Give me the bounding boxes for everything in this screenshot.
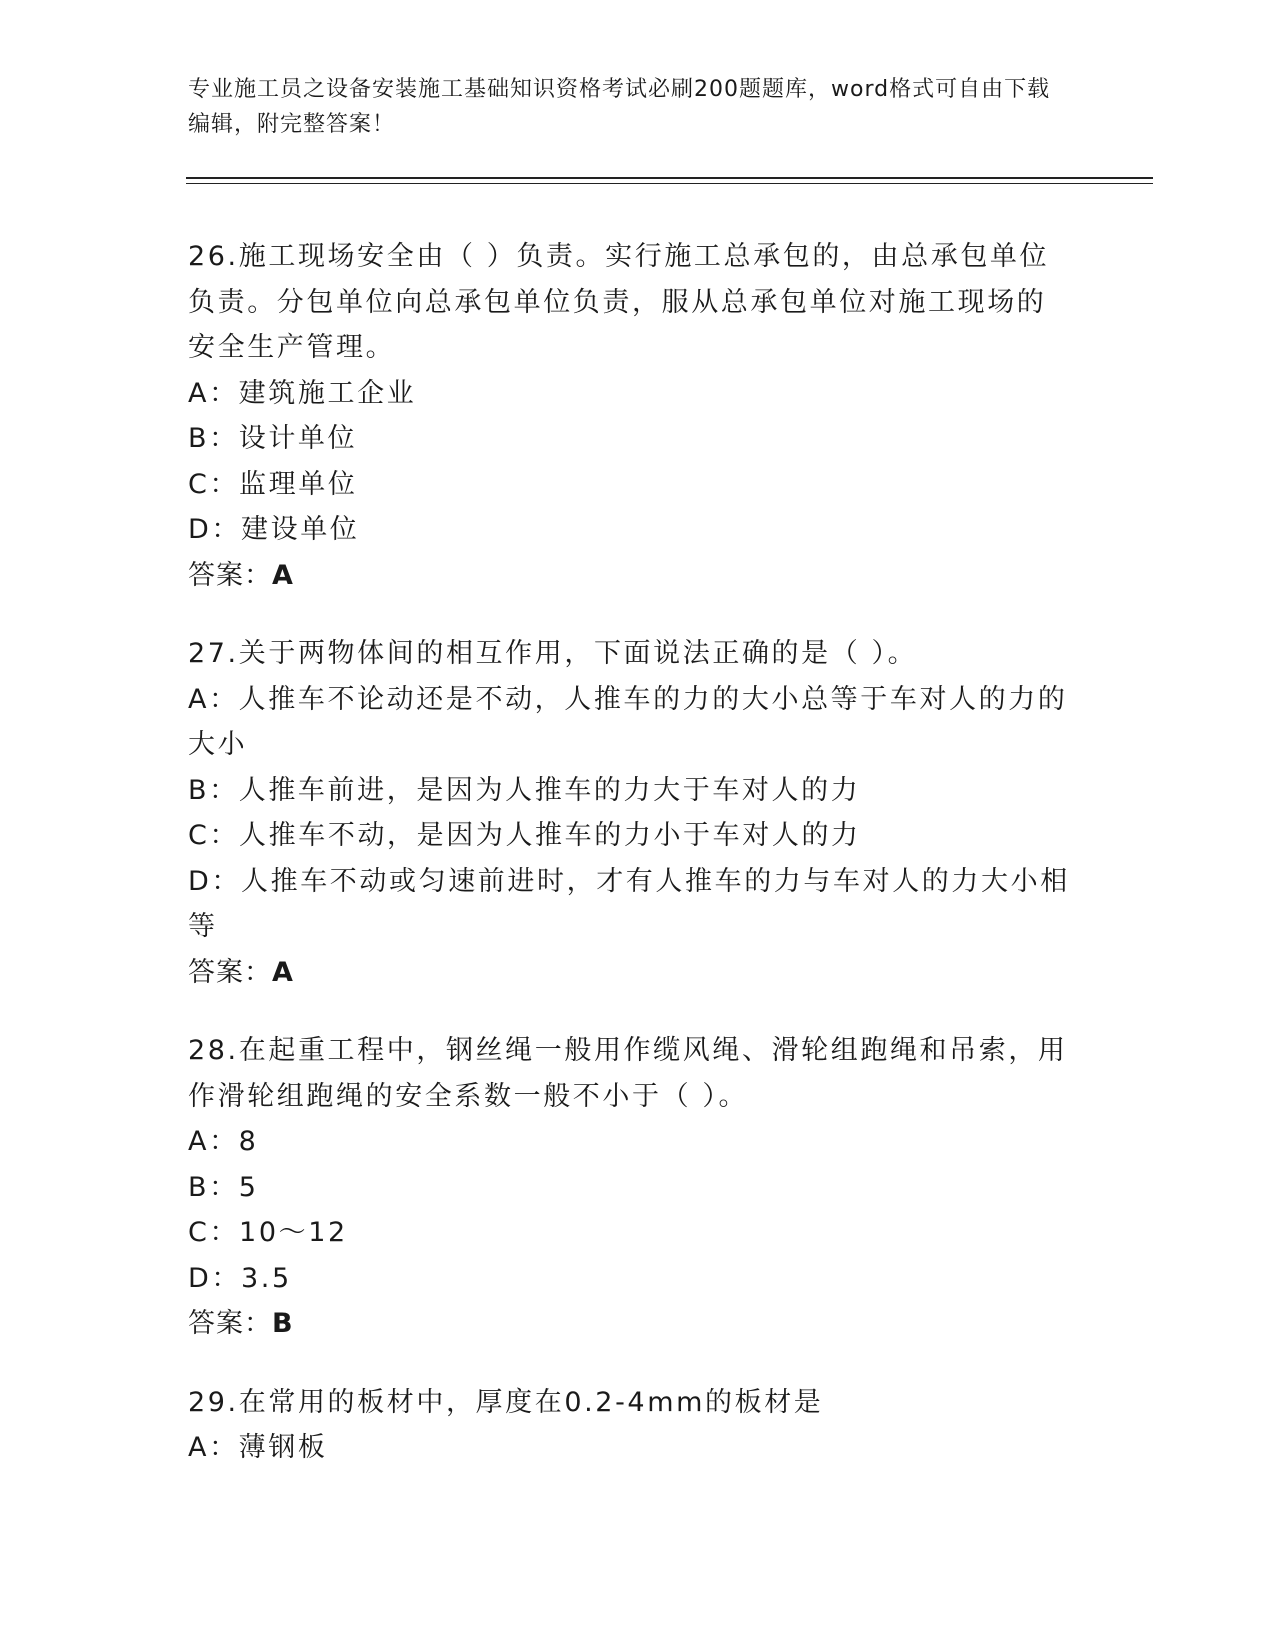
question-26 [188, 234, 1073, 598]
answer-label: 答案： [188, 1308, 272, 1339]
option-b: B：人推车前进，是因为人推车的力大于车对人的力 [188, 774, 861, 806]
answer-label: 答案： [188, 956, 272, 988]
question-stem: 29.在常用的板材中，厚度在0.2-4mm的板材是 [188, 1386, 824, 1418]
document-header [188, 72, 1068, 142]
answer-line [188, 553, 1073, 599]
answer-value: A [272, 956, 294, 988]
option-b: B：5 [188, 1171, 259, 1203]
option-d: D：建设单位 [188, 514, 360, 545]
option-b: B：设计单位 [188, 423, 358, 454]
option-d: D：人推车不动或匀速前进时，才有人推车的力与车对人的力大小相等 [188, 865, 1070, 942]
option-a: A：8 [188, 1126, 259, 1157]
question-list [188, 234, 1073, 1504]
question-stem: 28.在起重工程中，钢丝绳一般用作缆风绳、滑轮组跑绳和吊索，用作滑轮组跑绳的安全系数一般不小于（ ）。 [188, 1035, 1068, 1112]
answer-label: 答案： [188, 559, 272, 591]
question-28 [188, 1028, 1073, 1347]
question-stem: 27.关于两物体间的相互作用，下面说法正确的是（ ）。 [188, 638, 918, 669]
option-a: A：人推车不论动还是不动，人推车的力的大小总等于车对人的力的大小 [188, 683, 1068, 760]
question-29 [188, 1380, 1073, 1471]
option-c: C：10～12 [188, 1217, 348, 1248]
option-a: A：建筑施工企业 [188, 377, 417, 409]
option-a: A：薄钢板 [188, 1432, 328, 1463]
option-d: D：3.5 [188, 1262, 292, 1294]
option-c: C：监理单位 [188, 468, 358, 500]
question-stem: 26.施工现场安全由（ ）负责。实行施工总承包的，由总承包单位负责。分包单位向总承包单位负责，服从总承包单位对施工现场的安全生产管理。 [188, 241, 1050, 363]
question-27 [188, 631, 1073, 995]
document-title: 专业施工员之设备安装施工基础知识资格考试必刷200题题库，word格式可自由下载编辑，附完整答案！ [188, 77, 1051, 137]
answer-value: B [272, 1308, 294, 1339]
answer-value: A [272, 559, 294, 591]
answer-line [188, 1301, 1073, 1347]
header-divider-thin [186, 183, 1153, 184]
answer-line [188, 950, 1073, 996]
header-divider-thick [186, 177, 1153, 179]
option-c: C：人推车不动，是因为人推车的力小于车对人的力 [188, 820, 861, 851]
